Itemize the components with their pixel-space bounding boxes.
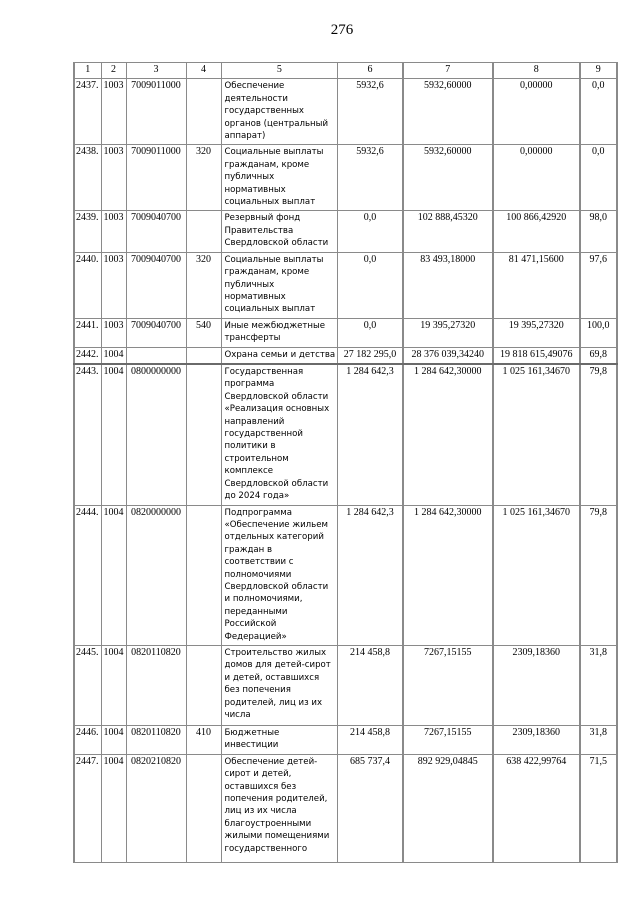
- section-code: 1003: [101, 318, 126, 347]
- value-col-6: 0,0: [338, 252, 403, 318]
- row-number: 2440.: [74, 252, 101, 318]
- row-number: 2447.: [74, 754, 101, 862]
- target-code: 7009040700: [126, 252, 186, 318]
- table-row: [74, 754, 617, 862]
- table-header-row: [74, 63, 617, 79]
- percent-col-9: 0,0: [580, 145, 617, 211]
- expense-type: [186, 505, 221, 645]
- value-col-6: 1 284 642,3: [338, 364, 403, 505]
- expense-type: [186, 645, 221, 725]
- target-code: 0820110820: [126, 645, 186, 725]
- row-number: 2444.: [74, 505, 101, 645]
- item-name: Обеспечение деятельности государственных органов (центральный аппарат): [221, 79, 338, 145]
- item-name: Социальные выплаты гражданам, кроме публичных нормативных социальных выплат: [221, 145, 338, 211]
- percent-col-9: 79,8: [580, 364, 617, 505]
- item-name: Социальные выплаты гражданам, кроме публичных нормативных социальных выплат: [221, 252, 338, 318]
- item-name: Обеспечение детей-сирот и детей, оставшихся без попечения родителей, лиц из их числа благоустроенными жилыми помещениями государственного: [221, 754, 338, 862]
- value-col-8: 2309,18360: [493, 645, 580, 725]
- value-col-6: 214 458,8: [338, 645, 403, 725]
- section-code: 1003: [101, 145, 126, 211]
- value-col-6: 0,0: [338, 318, 403, 347]
- section-code: 1004: [101, 505, 126, 645]
- value-col-7: 5932,60000: [403, 145, 493, 211]
- target-code: 0820110820: [126, 725, 186, 754]
- item-name: Строительство жилых домов для детей-сирот и детей, оставшихся без попечения родителей, лиц из их числа: [221, 645, 338, 725]
- item-name: Бюджетные инвестиции: [221, 725, 338, 754]
- header-col-6: 6: [338, 63, 403, 79]
- target-code: 7009040700: [126, 318, 186, 347]
- value-col-8: 1 025 161,34670: [493, 505, 580, 645]
- row-number: 2439.: [74, 211, 101, 252]
- percent-col-9: 79,8: [580, 505, 617, 645]
- table-row: [74, 505, 617, 645]
- expense-type: [186, 211, 221, 252]
- value-col-8: 2309,18360: [493, 725, 580, 754]
- row-number: 2441.: [74, 318, 101, 347]
- table-row: [74, 347, 617, 364]
- target-code: 0820210820: [126, 754, 186, 862]
- value-col-8: 0,00000: [493, 145, 580, 211]
- percent-col-9: 0,0: [580, 79, 617, 145]
- target-code: 7009040700: [126, 211, 186, 252]
- row-number: 2445.: [74, 645, 101, 725]
- target-code: 0820000000: [126, 505, 186, 645]
- row-number: 2442.: [74, 347, 101, 364]
- expense-type: [186, 754, 221, 862]
- row-number: 2437.: [74, 79, 101, 145]
- table-row: [74, 364, 617, 505]
- section-code: 1004: [101, 754, 126, 862]
- header-col-2: 2: [101, 63, 126, 79]
- item-name: Государственная программа Свердловской области «Реализация основных направлений государственной политики в строительном комплексе Свердловской области до 2024 года»: [221, 364, 338, 505]
- table-row: [74, 252, 617, 318]
- header-col-1: 1: [74, 63, 101, 79]
- expense-type: 320: [186, 252, 221, 318]
- target-code: [126, 347, 186, 364]
- section-code: 1003: [101, 252, 126, 318]
- section-code: 1004: [101, 725, 126, 754]
- value-col-6: 214 458,8: [338, 725, 403, 754]
- expense-type: 410: [186, 725, 221, 754]
- row-number: 2438.: [74, 145, 101, 211]
- table-row: [74, 318, 617, 347]
- value-col-7: 19 395,27320: [403, 318, 493, 347]
- item-name: Резервный фонд Правительства Свердловской области: [221, 211, 338, 252]
- expense-type: [186, 79, 221, 145]
- item-name: Подпрограмма «Обеспечение жильем отдельных категорий граждан в соответствии с полномочиями Свердловской области и полномочиями, переданными Российской Федерацией»: [221, 505, 338, 645]
- item-name: Иные межбюджетные трансферты: [221, 318, 338, 347]
- value-col-6: 5932,6: [338, 145, 403, 211]
- header-col-8: 8: [493, 63, 580, 79]
- value-col-7: 7267,15155: [403, 645, 493, 725]
- value-col-7: 892 929,04845: [403, 754, 493, 862]
- value-col-7: 83 493,18000: [403, 252, 493, 318]
- page-number: 276: [330, 22, 354, 38]
- target-code: 7009011000: [126, 145, 186, 211]
- value-col-7: 7267,15155: [403, 725, 493, 754]
- item-name: Охрана семьи и детства: [221, 347, 338, 364]
- value-col-7: 102 888,45320: [403, 211, 493, 252]
- value-col-8: 100 866,42920: [493, 211, 580, 252]
- value-col-8: 1 025 161,34670: [493, 364, 580, 505]
- value-col-6: 0,0: [338, 211, 403, 252]
- value-col-6: 27 182 295,0: [338, 347, 403, 364]
- expense-type: [186, 347, 221, 364]
- section-code: 1004: [101, 645, 126, 725]
- value-col-8: 0,00000: [493, 79, 580, 145]
- row-number: 2446.: [74, 725, 101, 754]
- table-row: [74, 645, 617, 725]
- percent-col-9: 71,5: [580, 754, 617, 862]
- value-col-8: 638 422,99764: [493, 754, 580, 862]
- percent-col-9: 69,8: [580, 347, 617, 364]
- table-row: [74, 725, 617, 754]
- value-col-7: 1 284 642,30000: [403, 364, 493, 505]
- expense-type: 320: [186, 145, 221, 211]
- value-col-7: 28 376 039,34240: [403, 347, 493, 364]
- value-col-7: 5932,60000: [403, 79, 493, 145]
- section-code: 1004: [101, 364, 126, 505]
- value-col-7: 1 284 642,30000: [403, 505, 493, 645]
- section-code: 1003: [101, 211, 126, 252]
- table-row: [74, 79, 617, 145]
- value-col-6: 5932,6: [338, 79, 403, 145]
- table-row: [74, 211, 617, 252]
- target-code: 7009011000: [126, 79, 186, 145]
- percent-col-9: 31,8: [580, 725, 617, 754]
- table-row: [74, 145, 617, 211]
- section-code: 1004: [101, 347, 126, 364]
- expense-type: [186, 364, 221, 505]
- value-col-6: 685 737,4: [338, 754, 403, 862]
- value-col-6: 1 284 642,3: [338, 505, 403, 645]
- value-col-8: 19 818 615,49076: [493, 347, 580, 364]
- percent-col-9: 31,8: [580, 645, 617, 725]
- header-col-5: 5: [221, 63, 338, 79]
- expense-type: 540: [186, 318, 221, 347]
- header-col-7: 7: [403, 63, 493, 79]
- budget-table: [73, 62, 618, 863]
- target-code: 0800000000: [126, 364, 186, 505]
- section-code: 1003: [101, 79, 126, 145]
- header-col-3: 3: [126, 63, 186, 79]
- value-col-8: 19 395,27320: [493, 318, 580, 347]
- percent-col-9: 100,0: [580, 318, 617, 347]
- percent-col-9: 98,0: [580, 211, 617, 252]
- row-number: 2443.: [74, 364, 101, 505]
- value-col-8: 81 471,15600: [493, 252, 580, 318]
- percent-col-9: 97,6: [580, 252, 617, 318]
- header-col-9: 9: [580, 63, 617, 79]
- header-col-4: 4: [186, 63, 221, 79]
